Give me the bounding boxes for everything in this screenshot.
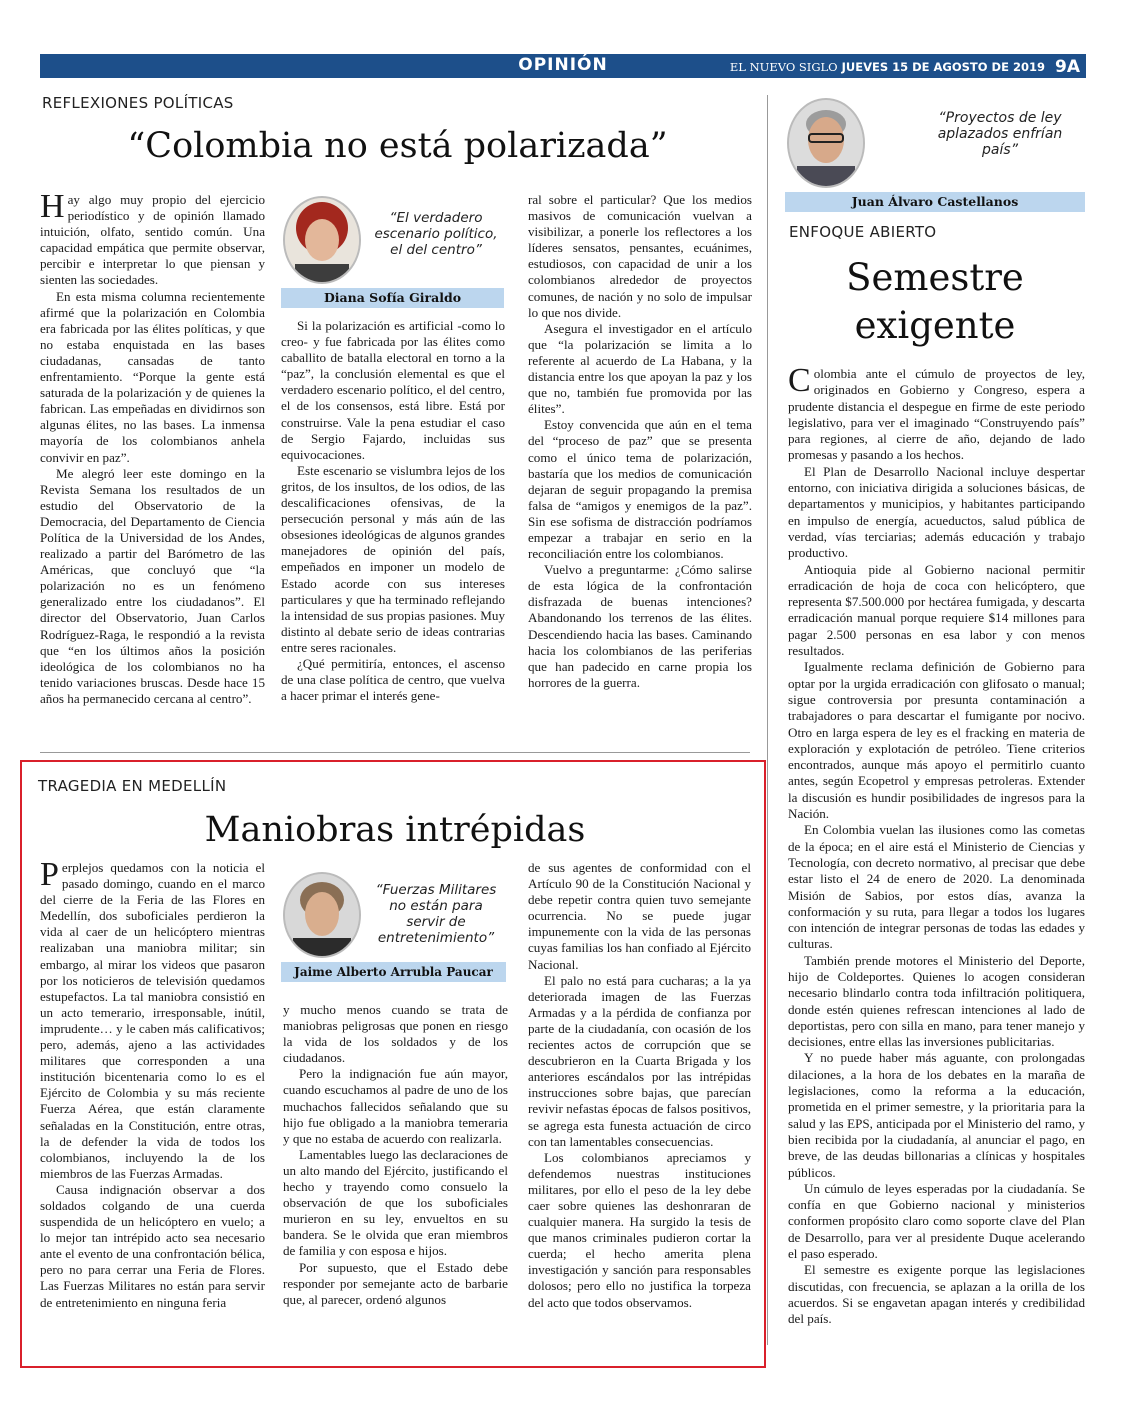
- paragraph: Me alegró leer este domingo en la Revista Semana los resultados de un estudio del Observatorio de la Democracia, del Departamento de Ciencia Política de la Universidad de los Andes, realizado a partir del Barómetro de las Américas, que concluyó que “la polarización no es un fenómeno generalizado entre los ciudadanos”. El director del Observatorio, Juan Carlos Rodríguez-Raga, le respondió a la revista que “en los últimos años la posición ideológica de los colombianos no ha tenido variaciones bruscas. Desde hace 15 años ha permanecido cercana al centro”.: [40, 465, 265, 706]
- article3-column: [788, 362, 1085, 1328]
- paragraph: El semestre es exigente porque las legislaciones discutidas, con frecuencia, se aplazan a la orilla de los acuerdos. Si se engavetan apagan interés y credibilidad del país.: [788, 1262, 1085, 1327]
- paragraph: En Colombia vuelan las ilusiones como las cometas de la época; en el aire está el Ministerio de Ciencias y Tecnología, con decreto normativo, al precisar que debe estar listo el 24 de enero de 2020. La denominada Misión de Sabios, por estos días, avanza la conformación y su ruta, para llegar a todos los lugares con intención de integrar personas de todas las edades y culturas.: [788, 822, 1085, 952]
- article2-column-2: [283, 1002, 508, 1308]
- paragraph: Los colombianos apreciamos y defendemos nuestras instituciones militares, por ello el peso de la ley debe caer sobre quienes las deshonraran de cualquier manera. Ha surgido la tesis de que manos criminales pudieron cortar la cuerda; el hecho amerita plena investigación y sanción para responsables dolosos; pero ello no justifica la torpeza del acto que todos observamos.: [528, 1149, 751, 1310]
- drop-cap: C: [788, 362, 811, 399]
- article3-quote-box: [785, 94, 1085, 212]
- vertical-divider: [767, 95, 768, 1345]
- paragraph: Y no puede haber más aguante, con prolongadas dilaciones, a la hora de los debates en la maraña de legislaciones, como la reforma a la educación, prometida en el primer semestre, y la prioritaria para la salud y las EPS, anticipada por el Ministerio del ramo, y bien recibida por la ciudadanía, al anunciar el pago, en breve, de las deudas billonarias a clínicas y hospitales públicos.: [788, 1050, 1085, 1180]
- paragraph: Un cúmulo de leyes esperadas por la ciudadanía. Se confía en que Gobierno nacional y ministerios conformen propósito claro como soporte clave del Plan de Desarrollo, para ver al presidente Duque acelerando el paso esperado.: [788, 1180, 1085, 1262]
- article3-title: [785, 254, 1085, 350]
- author-name: Jaime Alberto Arrubla Paucar: [281, 962, 506, 982]
- paragraph: Antioquia pide al Gobierno nacional permitir erradicación de hoja de coca con helicóptero, que representa $7.500.000 por hectárea fumigada, y descarta erradicación manual porque requiere $14 millones para pagar 2.500 personas en esa labor y con menos resultados.: [788, 561, 1085, 659]
- article2-column-3: [528, 860, 751, 1311]
- paragraph: Si la polarización es artificial -como lo creo- y fue fabricada por las élites como caballito de batalla electoral en torno a la “paz”, la conclusión elemental es que el verdadero escenario político, el del centro, el de los consensos, está libre. Está por construirse. Vale la pena estudiar el caso de Sergio Fajardo, incluidas sus equivocaciones.: [281, 318, 505, 462]
- page-header: [40, 54, 1086, 78]
- article1-title: “Colombia no está polarizada”: [127, 126, 668, 166]
- paragraph: Este escenario se vislumbra lejos de los gritos, de los insultos, de los odios, de las descalificaciones ofensivas, de la persecución personal y más aún de las obsesiones ideológicas de algunos grandes manejadores de opinión del país, empeñados en imponer un modelo de Estado acorde con sus intereses particulares y que ha terminado reflejando la intensidad de sus propias pasiones. Muy distinto al debate serio de ideas contrarias entre seres racionales.: [281, 462, 505, 655]
- paragraph: También prende motores el Ministerio del Deporte, hijo de Coldeportes. Quienes lo acogen consideran necesario blindarlo contra toda infiltración politiquera, donde estén quienes refrescan intenciones al lado de deportistas, pero con silla en mano, para tener manejo y decisiones, entre ellas las inversiones publicitarias.: [788, 952, 1085, 1050]
- header-meta: [730, 56, 1080, 76]
- paragraph: ¿Qué permitiría, entonces, el ascenso de una clase política de centro, que vuelva a hacer primar el interés gene-: [281, 655, 505, 704]
- paragraph: Hay algo muy propio del ejercicio periodístico y de opinión llamado intuición, olfato, sentido común. Una capacidad empática que permite observar, percibir e interpretar lo que piensan y sienten las sociedades.: [40, 188, 265, 288]
- article1-quote-box: [281, 190, 504, 308]
- article2-title: Maniobras intrépidas: [204, 810, 586, 850]
- paragraph: El Plan de Desarrollo Nacional incluye despertar entorno, con iniciativa dirigida a soluciones básicas, de departamentos y municipios, y habitantes participando en impulso de energía, acueductos, salud pública de verdad, vías terciarias; además educación y trabajo productivo.: [788, 463, 1085, 561]
- paragraph: Lamentables luego las declaraciones de un alto mando del Ejército, justificando el hecho y trayendo como consuelo la observación de que los suboficiales murieron en su ley, envueltos en su bandera. Se le olvida que eran miembros de familia y con esposa e hijos.: [283, 1146, 508, 1259]
- paragraph: Igualmente reclama definición de Gobierno para optar por la urgida erradicación con glifosato o manual; sigue controversia por presunta contaminación a trabajadores o para descartar el fumigante por nocivo. Otro en larga espera de ley es el fracking en materia de exploración y explotación de petróleo. Tiene criterios encontrados, aunque más apoyo el permitirlo cuanto antes, según Ecopetrol y empresas petroleras. Extender la discusión es hundir posibilidades de ingresos para la Nación.: [788, 659, 1085, 822]
- article3-kicker: ENFOQUE ABIERTO: [789, 223, 937, 241]
- page-number: 9A: [1055, 57, 1080, 77]
- article1-column-1: [40, 188, 265, 707]
- article2-quote-box: [281, 868, 506, 982]
- pull-quote: “Proyectos de ley aplazados enfrían país”: [937, 110, 1063, 158]
- paragraph: Asegura el investigador en el artículo que “la polarización se limita a lo referente al acuerdo de La Habana, y la distancia entre los que apoyan la paz y los que no, también fue promovida por las élites”.: [528, 320, 752, 417]
- paragraph: Colombia ante el cúmulo de proyectos de ley, originados en Gobierno y Congreso, espera a prudente distancia el despegue en firme de este periodo legislativo, para ver el imaginado “Construyendo país” para regiones, al cierre de año, dejando de lado promesas y pasando a los hechos.: [788, 362, 1085, 463]
- paragraph: ral sobre el particular? Que los medios masivos de comunicación vuelvan a visibilizar, a ponerle los reflectores a los líderes sensatos, pensantes, ecuánimes, estudiosos, con capacidad de unir a los colombianos alrededor de proyectos comunes, de nación y no solo de impulsar lo que nos divide.: [528, 192, 752, 320]
- article1-column-3: [528, 192, 752, 691]
- paragraph: Estoy convencida que aún en el tema del “proceso de paz” que se presenta como el único tema de polarización, bastaría que los medios de comunicación dejaran de seguir propagando la premisa falsa de “amigos y enemigos de la paz”. Sin ese sofisma de distracción podríamos empezar a trabajar en serio en la reconciliación entre los colombianos.: [528, 417, 752, 562]
- section-title: OPINIÓN: [518, 55, 608, 75]
- pull-quote: “El verdadero escenario político, el del centro”: [374, 210, 498, 258]
- pull-quote: “Fuerzas Militares no están para servir de entretenimiento”: [375, 882, 497, 946]
- issue-date: JUEVES 15 DE AGOSTO DE 2019: [841, 60, 1045, 74]
- paragraph: Perplejos quedamos con la noticia el pasado domingo, cuando en el marco del cierre de la Feria de las Flores en Medellín, dos suboficiales perdieron la vida al caer de un helicóptero mientras realizaban una maniobra militar; sin embargo, al mirar los videos que pasaron por los noticieros de televisión quedamos estupefactos. La tal maniobra consistió en un acto temerario, irresponsable, inútil, imprudente… y le caben más calificativos; pero, además, ajeno a las actividades militares que corresponden a una institución bicentenaria como lo es el Ejército de Colombia y su más reciente Fuerza Aérea, que están claramente señaladas en la Constitución, entre otras, la de defender la vida de todos los colombianos, incluyendo la de los miembros de las Fuerzas Armadas.: [40, 856, 265, 1181]
- article1-column-2: [281, 318, 505, 704]
- author-name: Juan Álvaro Castellanos: [785, 192, 1085, 212]
- author-name: Diana Sofía Giraldo: [281, 288, 504, 308]
- paragraph: Pero la indignación fue aún mayor, cuando escuchamos al padre de uno de los muchachos fallecidos señalando que su hijo fue obligado a la maniobra temeraria y que no estaba de acuerdo con realizarla.: [283, 1066, 508, 1146]
- paragraph: Por supuesto, que el Estado debe responder por semejante acto de barbarie que, al parecer, ordenó algunos: [283, 1259, 508, 1307]
- paragraph: Vuelvo a preguntarme: ¿Cómo salirse de esta lógica de la confrontación disfrazada de buenas intenciones? Abandonando los terrenos de las élites. Descendiendo hacia las bases. Caminando hacia los colombianos de las periferias que han padecido en carne propia los horrores de la guerra.: [528, 562, 752, 690]
- drop-cap: P: [40, 856, 59, 893]
- publication-name: EL NUEVO SIGLO: [729, 60, 838, 74]
- paragraph: de sus agentes de conformidad con el Artículo 90 de la Constitución Nacional y debe repetir contra quien tuvo semejante ocurrencia. No se puede jugar impunemente con la vida de las personas cuyas familias los han confiado al Ejército Nacional.: [528, 860, 751, 972]
- article1-kicker: REFLEXIONES POLÍTICAS: [42, 94, 234, 112]
- paragraph: En esta misma columna recientemente afirmé que la polarización en Colombia era fabricada por las élites políticas, y que no estaba enquistada en las bases ciudadanas, cansadas de tanto enfrentamiento. “Porque la gente está saturada de la polarización y de quienes la fabrican. Las empeñadas en dividirnos son algunas élites, no las bases. La inmensa mayoría de los colombianos anhela convivir en paz”.: [40, 288, 265, 465]
- paragraph: y mucho menos cuando se trata de maniobras peligrosas que ponen en riesgo la vida de los soldados y de los ciudadanos.: [283, 1002, 508, 1066]
- author-photo: [283, 872, 361, 958]
- title-line: exigente: [854, 304, 1016, 347]
- paragraph: El palo no está para cucharas; a la ya deteriorada imagen de las Fuerzas Armadas y a la pérdida de confianza por parte de la ciudadanía, con ocasión de los recientes actos de corrupción que se descubrieron en la Cuarta Brigada y los anteriores escándalos por las intrépidas instrucciones sobre bajas, que parecían revivir nefastas épocas de falsos positivos, se agrega esta funesta actuación de circo con tan lamentables consecuencias.: [528, 972, 751, 1149]
- article2-column-1: [40, 856, 265, 1311]
- title-line: Semestre: [846, 256, 1024, 299]
- author-photo: [283, 196, 361, 284]
- author-photo: [787, 98, 865, 188]
- drop-cap: H: [40, 188, 65, 225]
- horizontal-divider: [40, 752, 750, 753]
- paragraph: Causa indignación observar a dos soldados colgando de una cuerda suspendida de un helicóptero en vuelo; a lo mejor tan intrépido acto sea necesario ante el evento de una confrontación bélica, pero no para cerrar una Feria de Flores. Las Fuerzas Militares no están para servir de entretenimiento en ninguna feria: [40, 1181, 265, 1310]
- article2-kicker: TRAGEDIA EN MEDELLÍN: [38, 777, 227, 795]
